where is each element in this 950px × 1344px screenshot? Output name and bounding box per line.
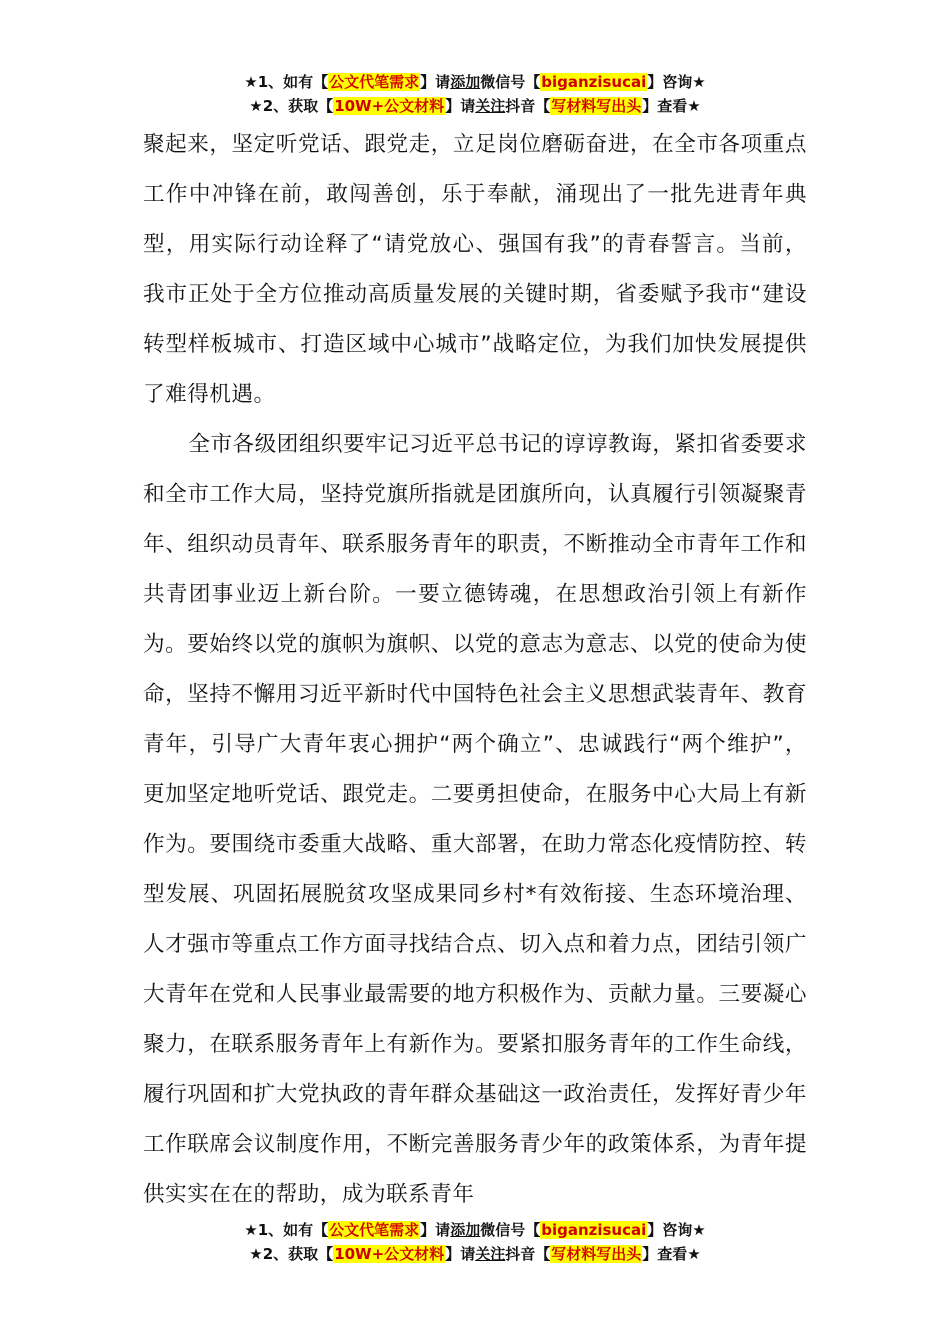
highlight-douyin-account: 写材料写出头 [551,97,642,115]
highlight-writing-service: 公文代笔需求 [329,1221,420,1239]
banner-line-2: ★2、获取【10W+公文材料】请关注抖音【写材料写出头】查看★ [249,97,701,115]
footer-banner [0,1218,950,1266]
highlight-wechat-id: biganzisucai [541,1221,647,1239]
highlight-douyin-account: 写材料写出头 [551,1245,642,1263]
paragraph-2: 全市各级团组织要牢记习近平总书记的谆谆教诲，紧扣省委要求和全市工作大局，坚持党旗所指就是团旗所向，认真履行引领凝聚青年、组织动员青年、联系服务青年的职责，不断推动全市青年工作和共青团事业迈上新台阶。一要立德铸魂，在思想政治引领上有新作为。要始终以党的旗帜为旗帜、以党的意志为意志、以党的使命为使命，坚持不懈用习近平新时代中国特色社会主义思想武装青年、教育青年，引导广大青年衷心拥护“两个确立”、忠诚践行“两个维护”，更加坚定地听党话、跟党走。二要勇担使命，在服务中心大局上有新作为。要围绕市委重大战略、重大部署，在助力常态化疫情防控、转型发展、巩固拓展脱贫攻坚成果同乡村*有效衔接、生态环境治理、人才强市等重点工作方面寻找结合点、切入点和着力点，团结引领广大青年在党和人民事业最需要的地方积极作为、贡献力量。三要凝心聚力，在联系服务青年上有新作为。要紧扣服务青年的工作生命线，履行巩固和扩大党执政的青年群众基础这一政治责任，发挥好青少年工作联席会议制度作用，不断完善服务青少年的政策体系，为青年提供实实在在的帮助，成为联系青年 [143,432,807,1207]
highlight-materials: 10W+公文材料 [334,1245,445,1263]
footer-banner-line-1: ★1、如有【公文代笔需求】请添加微信号【biganzisucai】咨询★ [244,1221,706,1239]
document-body [143,120,807,1220]
banner-line-1: ★1、如有【公文代笔需求】请添加微信号【biganzisucai】咨询★ [244,73,706,91]
highlight-materials: 10W+公文材料 [334,97,445,115]
header-banner [0,70,950,118]
highlight-writing-service: 公文代笔需求 [329,73,420,91]
highlight-wechat-id: biganzisucai [541,73,647,91]
paragraph-1: 聚起来，坚定听党话、跟党走，立足岗位磨砺奋进，在全市各项重点工作中冲锋在前，敢闯善创，乐于奉献，涌现出了一批先进青年典型，用实际行动诠释了“请党放心、强国有我”的青春誓言。当前，我市正处于全方位推动高质量发展的关键时期，省委赋予我市“建设转型样板城市、打造区域中心城市”战略定位，为我们加快发展提供了难得机遇。 [143,132,807,407]
footer-banner-line-2: ★2、获取【10W+公文材料】请关注抖音【写材料写出头】查看★ [249,1245,701,1263]
